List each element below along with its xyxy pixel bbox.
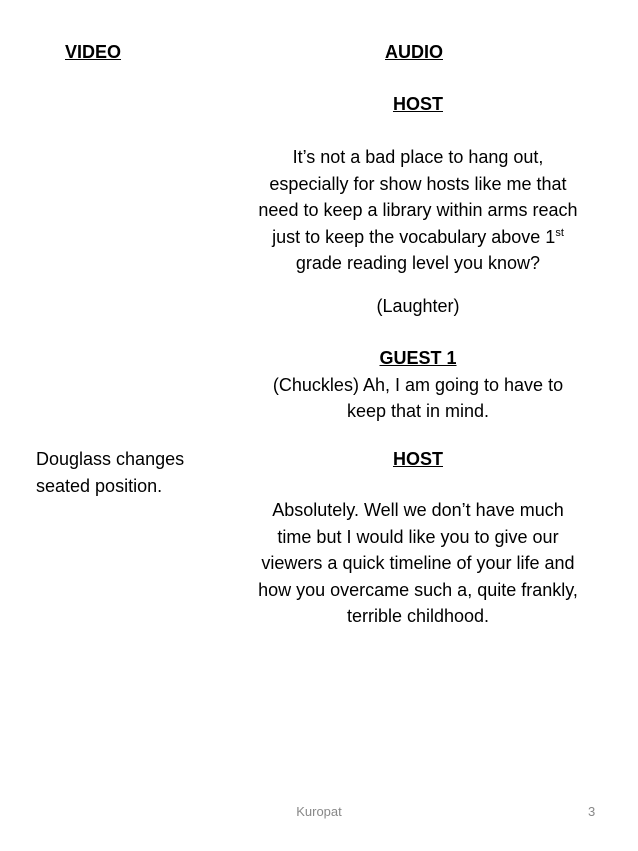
dialogue-line: It’s not a bad place to hang out, (292, 147, 544, 167)
speaker-host-label: HOST (392, 94, 443, 114)
host-dialogue-text-2 (240, 497, 596, 630)
ordinal-superscript: st (555, 226, 564, 239)
dialogue-line: keep that in mind. (346, 401, 490, 422)
host-dialogue-block-1 (240, 91, 596, 118)
video-column-header: VIDEO (65, 42, 122, 62)
dialogue-line: viewers a quick timeline of your life and (261, 553, 575, 574)
laughter-cue (240, 293, 596, 320)
speaker-host-label: HOST (392, 449, 443, 469)
video-direction-note (36, 446, 226, 499)
dialogue-line: (Chuckles) Ah, I am going to have to (272, 374, 564, 395)
dialogue-line: time but I would like you to give our (277, 526, 559, 547)
dialogue-line-text: just to keep the vocabulary above 1 (272, 226, 556, 247)
footer-page-number: 3 (588, 804, 596, 819)
audio-column-header: AUDIO (385, 42, 443, 62)
dialogue-line: terrible childhood. (346, 606, 490, 627)
host-dialogue-text-1 (240, 144, 596, 277)
laughter-text: (Laughter) (376, 296, 460, 316)
dialogue-line: grade reading level you know? (295, 253, 541, 274)
speaker-guest-label: GUEST 1 (379, 348, 457, 368)
dialogue-line (240, 224, 596, 251)
dialogue-line: especially for show hosts like me that (269, 173, 567, 194)
dialogue-line: Absolutely. Well we don’t have much (272, 500, 564, 520)
video-note-line: seated position. (36, 475, 163, 496)
dialogue-line: how you overcame such a, quite frankly, (258, 579, 578, 600)
guest-dialogue-block (240, 345, 596, 425)
video-note-line: Douglass changes (36, 449, 185, 469)
host-dialogue-block-2 (240, 446, 596, 473)
dialogue-line: need to keep a library within arms reach (258, 200, 578, 221)
footer-author: Kuropat (296, 804, 342, 819)
